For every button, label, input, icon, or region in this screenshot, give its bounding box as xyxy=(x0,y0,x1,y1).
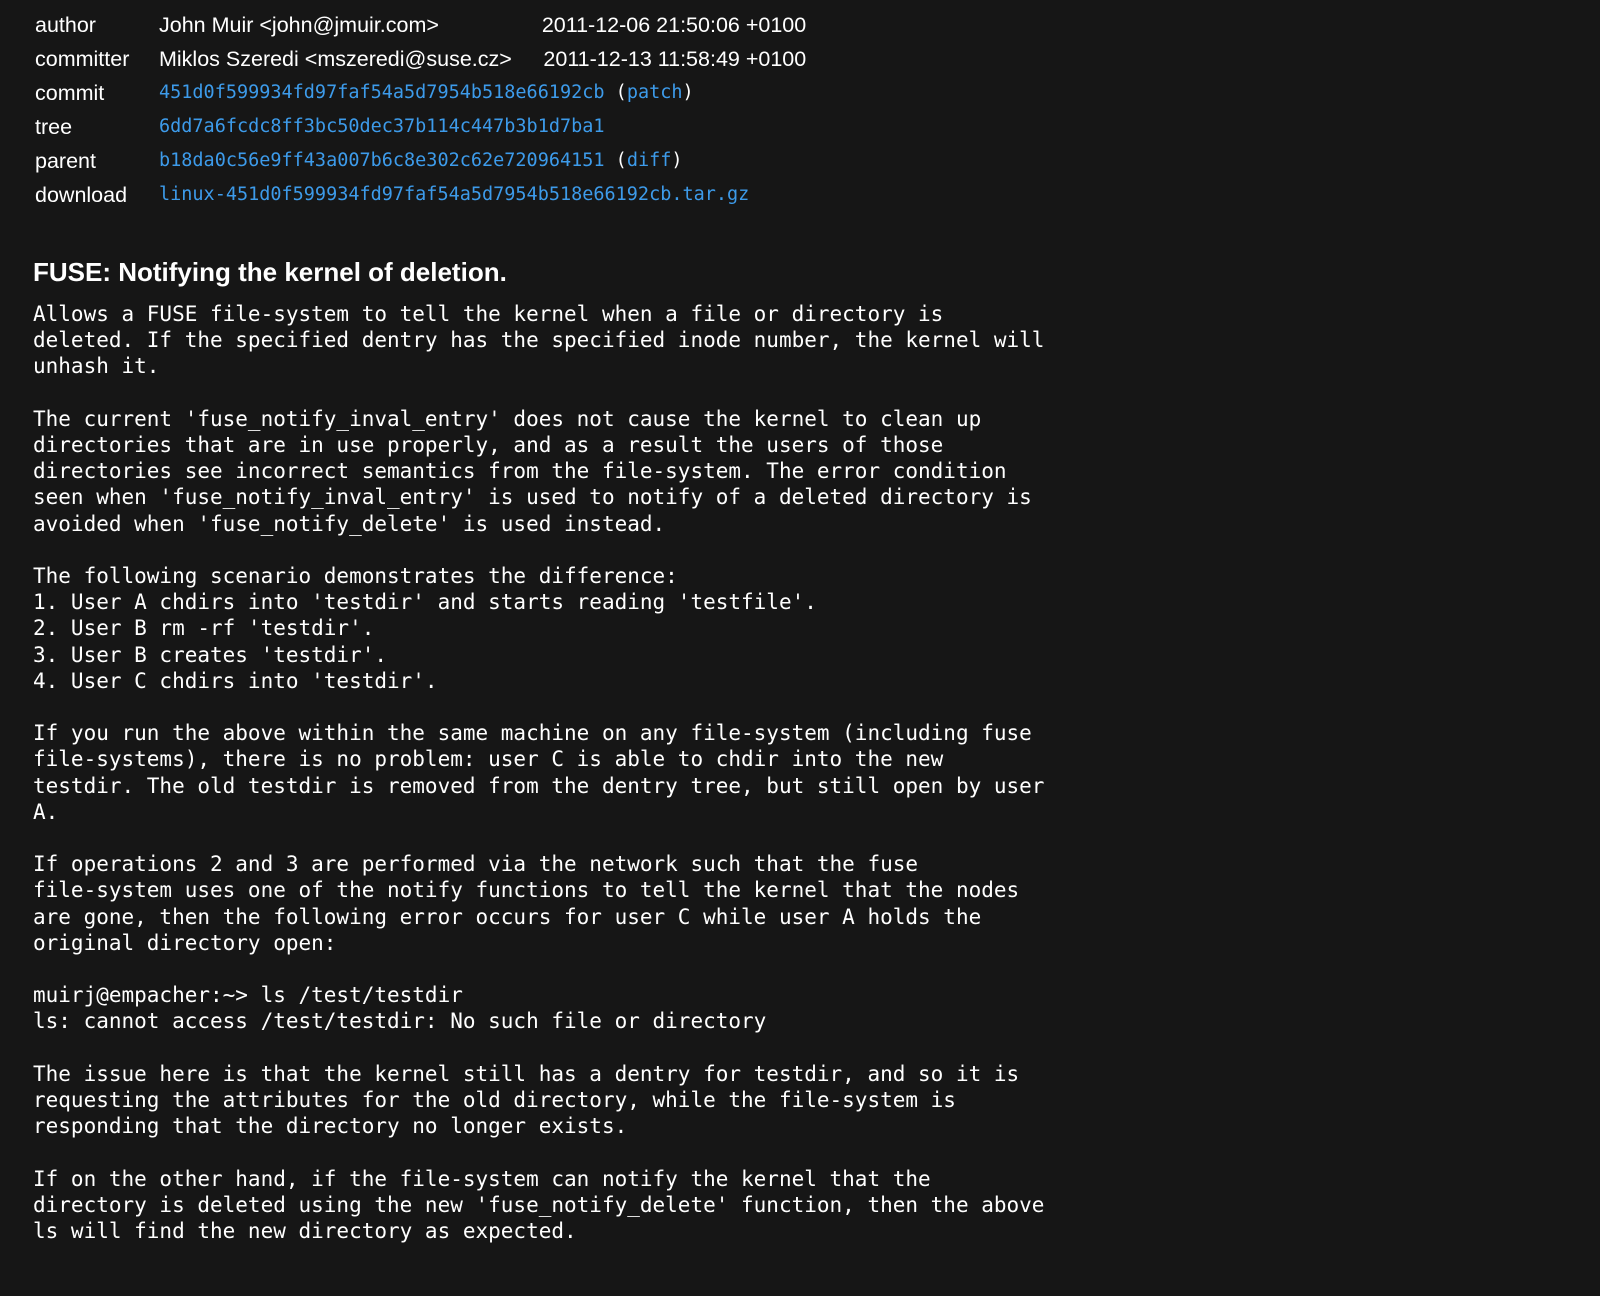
download-value xyxy=(159,178,806,212)
commit-label: commit xyxy=(35,81,105,105)
committer-value: Miklos Szeredi <mszeredi@suse.cz> xyxy=(159,47,512,71)
diff-link[interactable]: diff xyxy=(626,150,672,171)
patch-link[interactable]: patch xyxy=(626,82,683,103)
commit-subject: FUSE: Notifying the kernel of deletion. xyxy=(33,257,507,287)
commit-hash-link[interactable]: 451d0f599934fd97faf54a5d7954b518e66192cb xyxy=(159,82,605,103)
parent-value xyxy=(159,144,806,178)
commit-row xyxy=(35,76,806,110)
paren-open: ( xyxy=(615,82,627,103)
download-label: download xyxy=(35,183,128,207)
paren-close: ) xyxy=(682,82,694,103)
parent-row xyxy=(35,144,806,178)
tree-label: tree xyxy=(35,115,73,139)
commit-message-body: Allows a FUSE file-system to tell the kernel when a file or directory is deleted. If the specified dentry has the specified inode number, the kernel will unhash it. The current 'fuse_notify_inval_entry' does not cause the kernel to clean up directories that are in use properly, and as a result the users of those directories see incorrect semantics from the file-system. The error condition seen when 'fuse_notify_inval_entry' is used to notify of a deleted directory is avoided when 'fuse_notify_delete' is used instead. The following scenario demonstrates the difference: 1. User A chdirs into 'testdir' and starts reading 'testfile'. 2. User B rm -rf 'testdir'. 3. User B creates 'testdir'. 4. User C chdirs into 'testdir'. If you run the above within the same machine on any file-system (including fuse file-systems), there is no problem: user C is able to chdir into the new testdir. The old testdir is removed from the dentry tree, but still open by user A. If operations 2 and 3 are performed via the network such that the fuse file-system uses one of the notify functions to tell the kernel that the nodes are gone, then the following error occurs for user C while user A holds the original directory open: muirj@empacher:~> ls /test/testdir ls: cannot access /test/testdir: No such file or directory The issue here is that the kernel still has a dentry for testdir, and so it is requesting the attributes for the old directory, while the file-system is responding that the directory no longer exists. If on the other hand, if the file-system can notify the kernel that the directory is deleted using the new 'fuse_notify_delete' function, then the above ls will find the new directory as expected. xyxy=(33,302,1045,1244)
paren-close: ) xyxy=(671,150,683,171)
committer-date: 2011-12-13 11:58:49 +0100 xyxy=(543,47,807,71)
download-tarball-link[interactable]: linux-451d0f599934fd97faf54a5d7954b518e66192cb.tar.gz xyxy=(159,184,750,205)
author-label: author xyxy=(35,13,96,37)
parent-hash-link[interactable]: b18da0c56e9ff43a007b6c8e302c62e720964151 xyxy=(159,150,605,171)
commit-value xyxy=(159,76,806,110)
tree-hash-link[interactable]: 6dd7a6fcdc8ff3bc50dec37b114c447b3b1d7ba1 xyxy=(159,116,605,137)
parent-label: parent xyxy=(35,149,96,173)
author-value: John Muir <john@jmuir.com> xyxy=(159,13,439,37)
tree-row xyxy=(35,110,806,144)
author-date: 2011-12-06 21:50:06 +0100 xyxy=(541,13,807,37)
tree-value xyxy=(159,110,806,144)
committer-row xyxy=(35,42,806,76)
download-row xyxy=(35,178,806,212)
committer-label: committer xyxy=(35,47,130,71)
commit-page xyxy=(0,8,1600,1244)
author-row xyxy=(35,8,806,42)
commit-info-table xyxy=(35,8,806,212)
paren-open: ( xyxy=(615,150,627,171)
